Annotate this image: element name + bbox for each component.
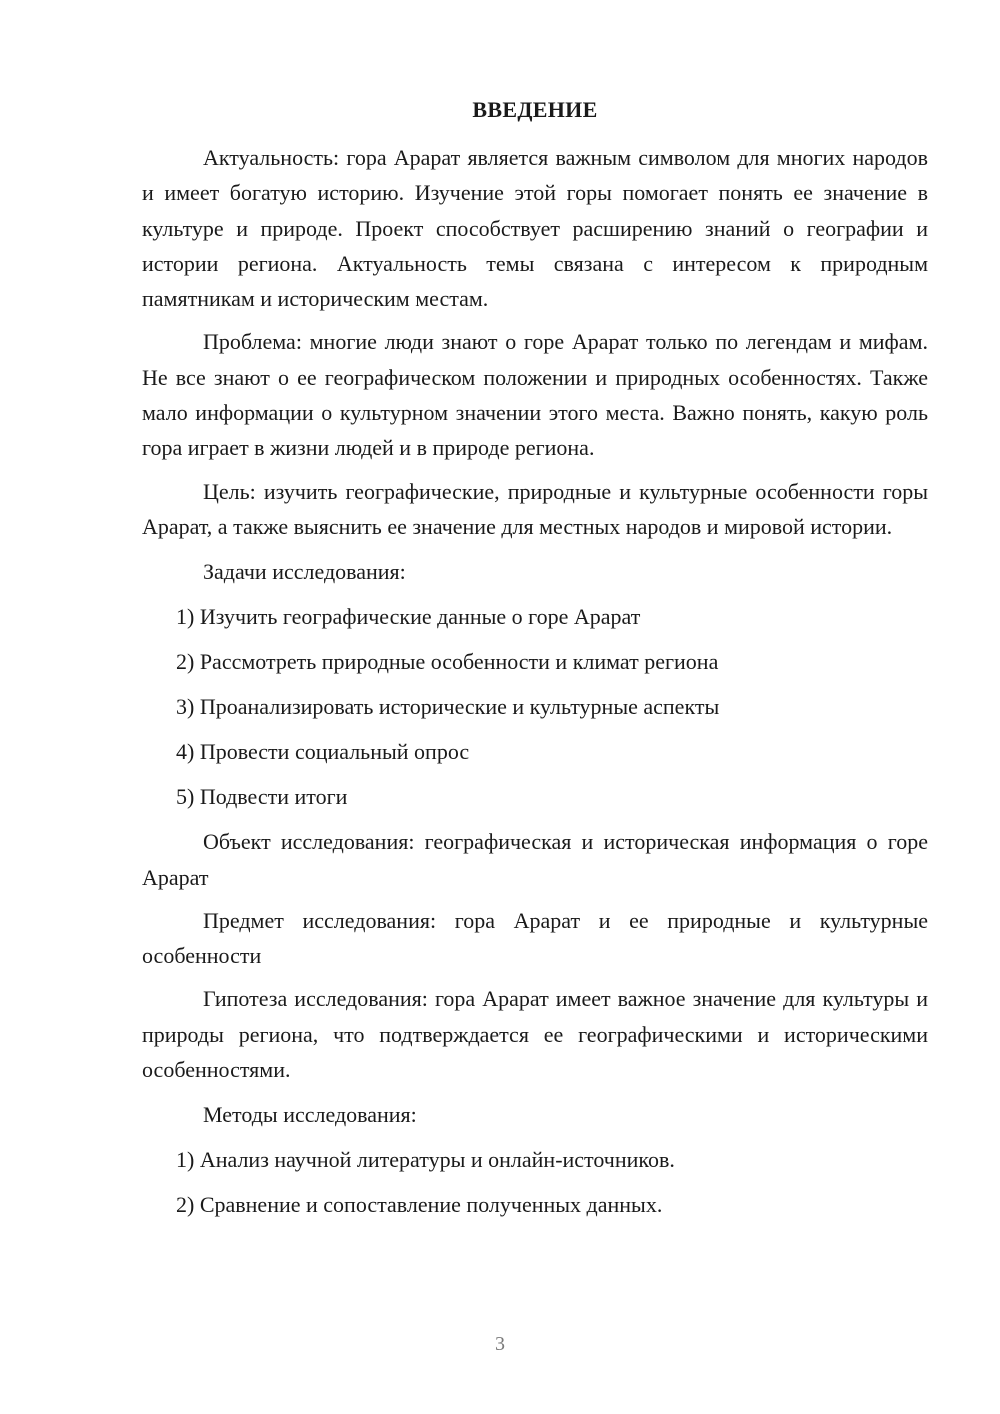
list-item: 4) Провести социальный опрос bbox=[176, 739, 470, 765]
list-item: 3) Проанализировать исторические и культурные аспекты bbox=[176, 694, 720, 720]
methods-list bbox=[142, 1142, 928, 1222]
methods-heading: Методы исследования: bbox=[203, 1102, 417, 1128]
tasks-heading: Задачи исследования: bbox=[203, 559, 406, 585]
document-page bbox=[142, 92, 928, 1232]
list-item: 5) Подвести итоги bbox=[176, 784, 348, 810]
relevance-paragraph: Актуальность: гора Арарат является важным символом для многих народов и имеет богатую историю. Изучение этой горы помогает понять ее значение в культуре и природе. Проект способствует расширению знаний о географии и истории региона. Актуальность темы связана с интересом к природным памятникам и историческим местам. bbox=[142, 145, 928, 312]
list-item: 2) Рассмотреть природные особенности и климат региона bbox=[176, 649, 719, 675]
tasks-list bbox=[142, 599, 928, 814]
list-item: 1) Изучить географические данные о горе Арарат bbox=[176, 604, 641, 630]
page-number: 3 bbox=[495, 1333, 505, 1355]
list-item: 2) Сравнение и сопоставление полученных данных. bbox=[176, 1192, 663, 1218]
problem-paragraph: Проблема: многие люди знают о горе Арарат только по легендам и мифам. Не все знают о ее географическом положении и природных особенностях. Также мало информации о культурном значении этого места. Важно понять, какую роль гора играет в жизни людей и в природе региона. bbox=[142, 329, 928, 461]
hypothesis-paragraph: Гипотеза исследования: гора Арарат имеет важное значение для культуры и природы региона, что подтверждается ее географическими и историческими особенностями. bbox=[142, 986, 928, 1083]
document-title: ВВЕДЕНИЕ bbox=[472, 97, 598, 122]
goal-paragraph: Цель: изучить географические, природные и культурные особенности горы Арарат, а также выяснить ее значение для местных народов и мировой истории. bbox=[142, 478, 928, 539]
list-item: 1) Анализ научной литературы и онлайн-источников. bbox=[176, 1147, 675, 1173]
object-paragraph: Объект исследования: географическая и историческая информация о горе Арарат bbox=[142, 829, 928, 890]
subject-paragraph: Предмет исследования: гора Арарат и ее природные и культурные особенности bbox=[142, 907, 928, 969]
